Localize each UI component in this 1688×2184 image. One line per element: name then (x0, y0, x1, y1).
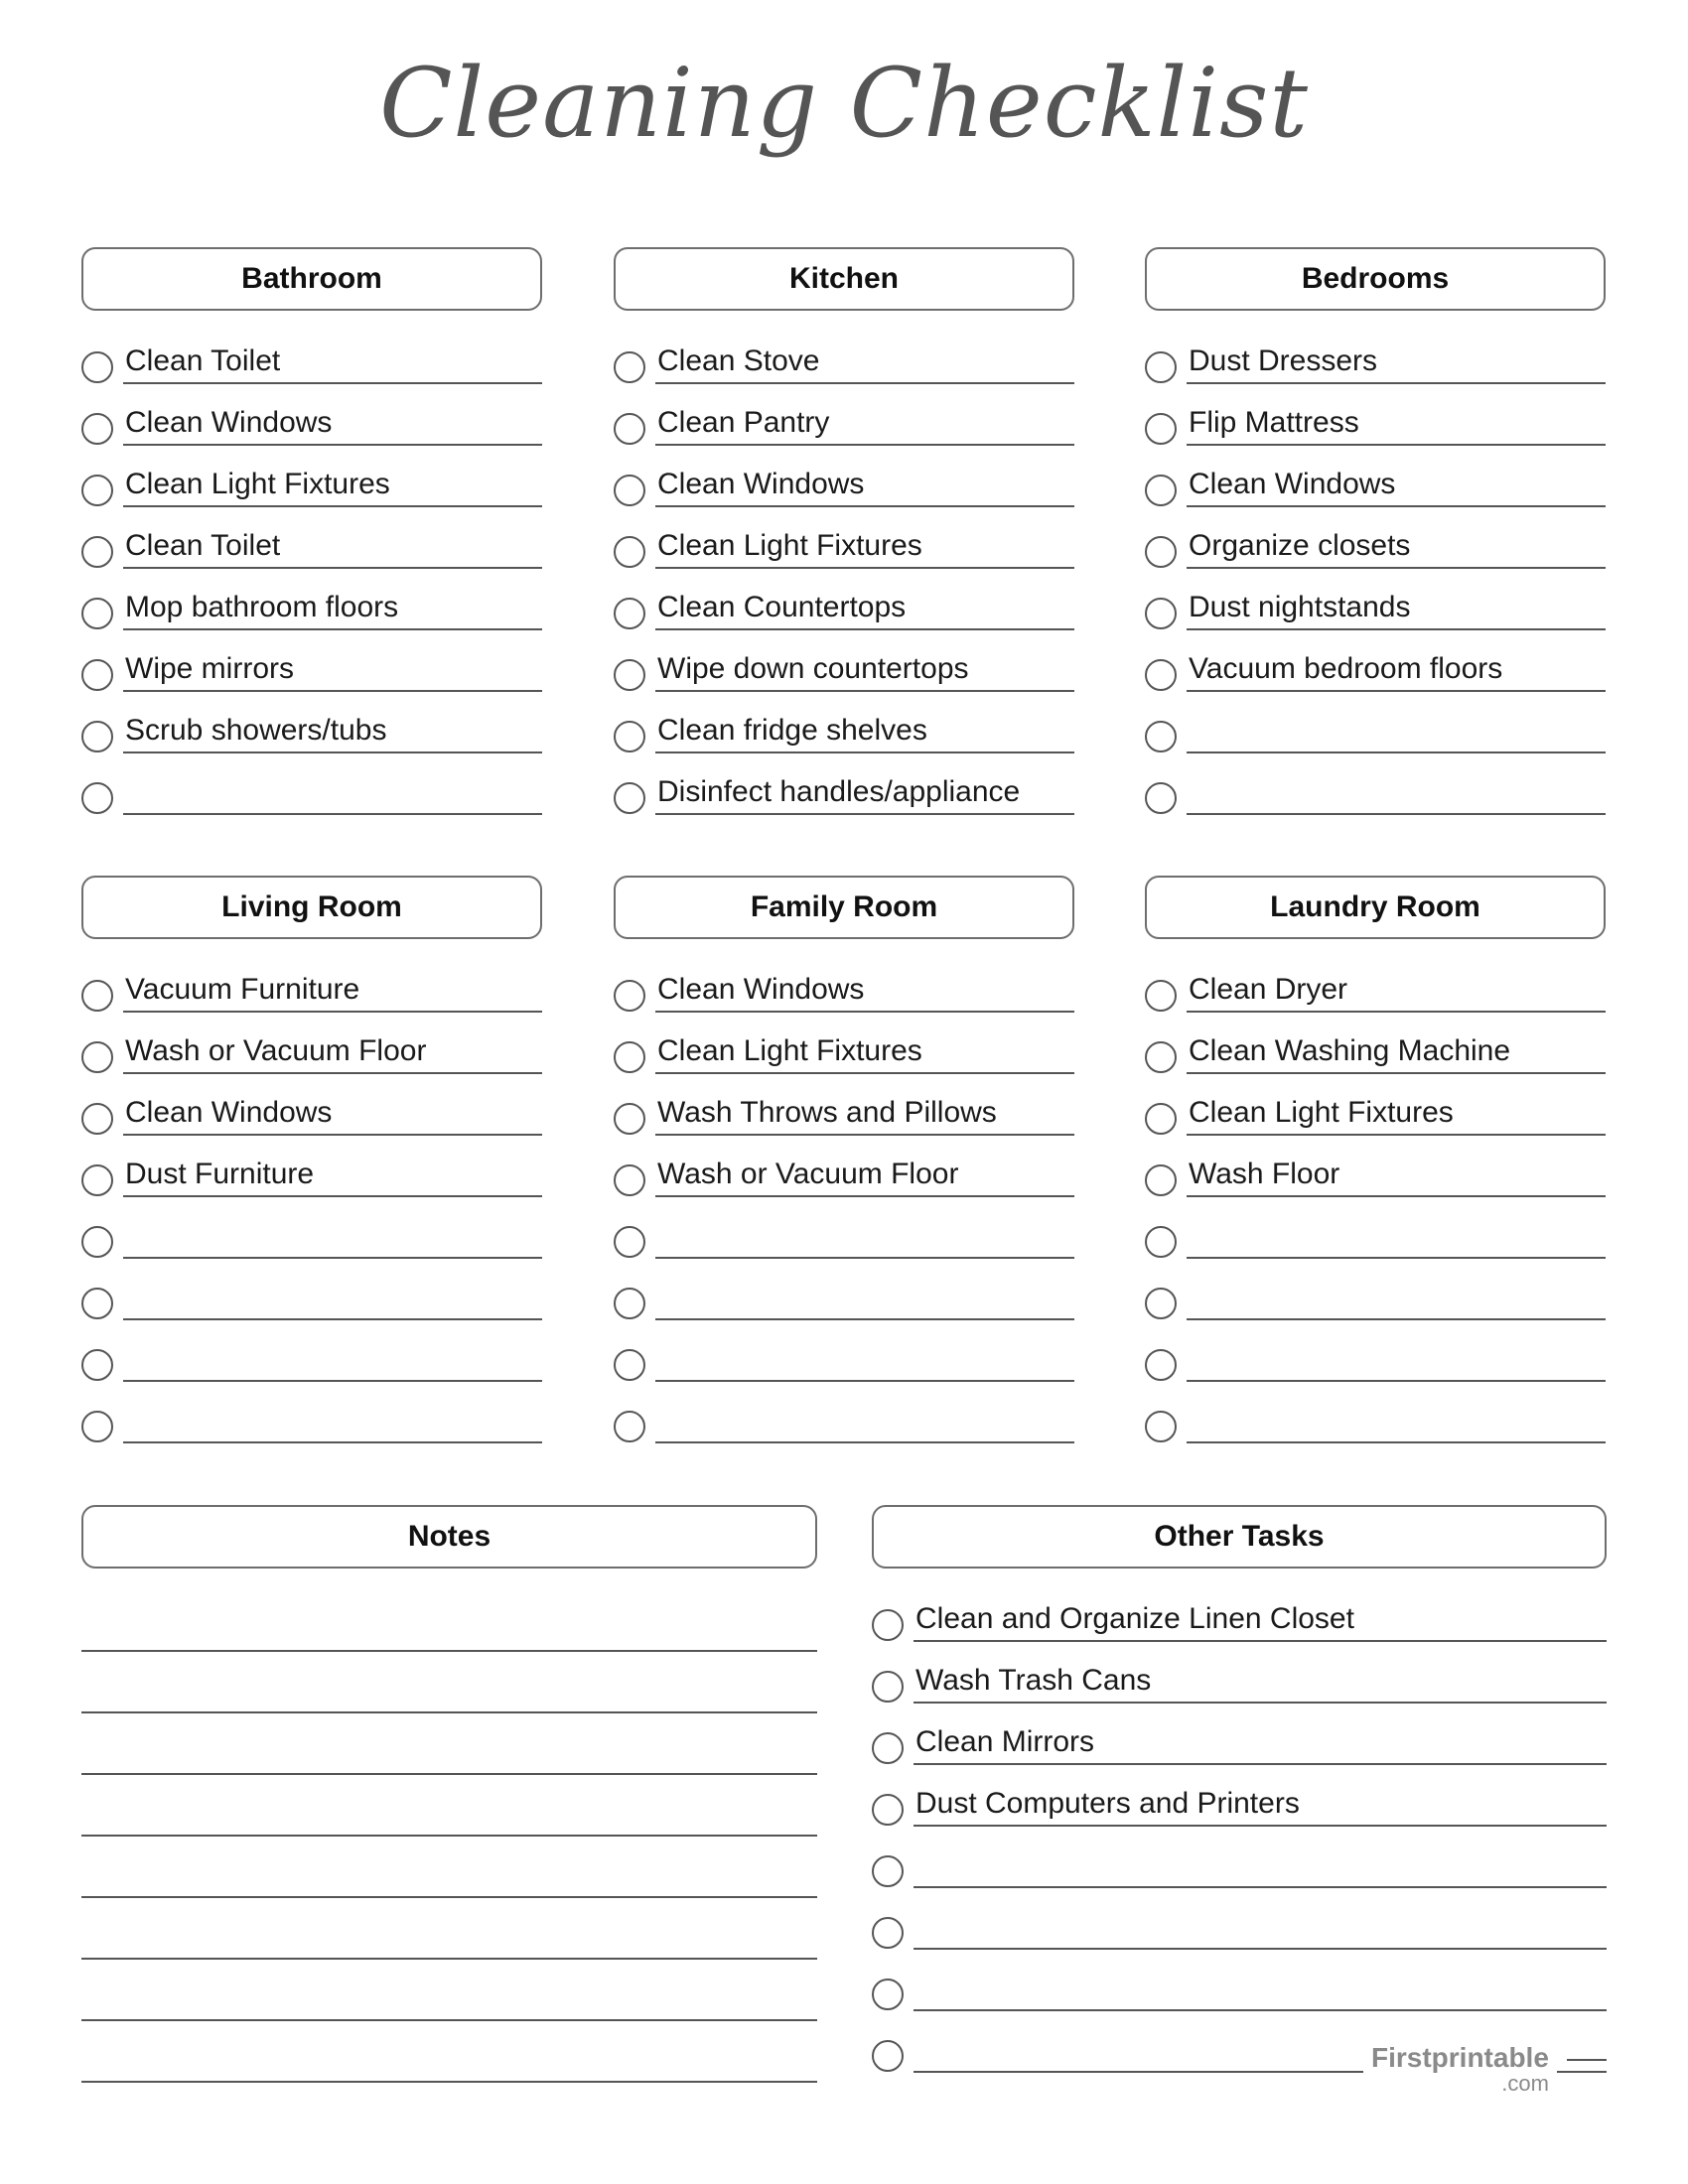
list-item (1145, 333, 1606, 394)
item-label: Wash Floor (1187, 1156, 1606, 1197)
list-item (81, 1269, 542, 1330)
item-label[interactable] (914, 1846, 1607, 1888)
list-item (81, 517, 542, 579)
list-item (1145, 1392, 1606, 1453)
item-label[interactable] (914, 1908, 1607, 1950)
checkbox[interactable] (81, 1411, 113, 1442)
checkbox[interactable] (81, 1288, 113, 1319)
list-item (872, 1837, 1607, 1898)
list-item (614, 640, 1074, 702)
notes-line[interactable] (81, 1775, 817, 1837)
list-item (614, 1146, 1074, 1207)
list-item (614, 702, 1074, 763)
item-label: Clean Light Fixtures (1187, 1094, 1606, 1136)
item-label: Wipe down countertops (655, 650, 1074, 692)
checkbox[interactable] (614, 413, 645, 445)
list-item (1145, 394, 1606, 456)
list-item (81, 640, 542, 702)
item-label: Wash Throws and Pillows (655, 1094, 1074, 1136)
section-header: Bathroom (81, 247, 542, 311)
list-item (1145, 579, 1606, 640)
list-item (872, 1775, 1607, 1837)
item-label[interactable] (1187, 773, 1606, 815)
checkbox[interactable] (1145, 980, 1177, 1012)
item-label: Clean Pantry (655, 404, 1074, 446)
item-label: Clean Toilet (123, 342, 542, 384)
list-item (614, 763, 1074, 825)
item-label[interactable] (123, 1217, 542, 1259)
item-label[interactable] (1187, 1402, 1606, 1443)
checkbox[interactable] (81, 1349, 113, 1381)
item-label[interactable] (914, 1970, 1607, 2011)
list-item (1145, 1330, 1606, 1392)
checkbox[interactable] (81, 782, 113, 814)
section-header: Other Tasks (872, 1505, 1607, 1569)
checkbox[interactable] (1145, 598, 1177, 629)
checkbox[interactable] (872, 1855, 904, 1887)
section-header: Laundry Room (1145, 876, 1606, 939)
checkbox[interactable] (614, 1103, 645, 1135)
section-header: Living Room (81, 876, 542, 939)
section-family-room (614, 876, 1074, 1453)
item-label: Clean Stove (655, 342, 1074, 384)
item-label: Flip Mattress (1187, 404, 1606, 446)
item-label: Mop bathroom floors (123, 589, 542, 630)
item-label[interactable] (123, 773, 542, 815)
list-item (614, 1084, 1074, 1146)
list-item (81, 763, 542, 825)
section-header: Family Room (614, 876, 1074, 939)
checkbox[interactable] (614, 1164, 645, 1196)
list-item (1145, 640, 1606, 702)
list-item (1145, 456, 1606, 517)
section-other-tasks (872, 1505, 1607, 2083)
item-label[interactable] (123, 1402, 542, 1443)
item-label[interactable] (655, 1217, 1074, 1259)
checkbox[interactable] (872, 1609, 904, 1641)
item-label: Clean and Organize Linen Closet (914, 1600, 1607, 1642)
section-laundry-room (1145, 876, 1606, 1453)
item-label: Clean Windows (655, 971, 1074, 1013)
list-item (1145, 702, 1606, 763)
item-label[interactable] (1187, 1279, 1606, 1320)
brand-name: Firstprintable (1371, 2042, 1549, 2073)
list-item (614, 394, 1074, 456)
list-item (872, 1898, 1607, 1960)
list-item (1145, 1023, 1606, 1084)
item-label: Vacuum bedroom floors (1187, 650, 1606, 692)
checkbox[interactable] (614, 1411, 645, 1442)
checkbox[interactable] (614, 659, 645, 691)
list-item (81, 333, 542, 394)
checkbox[interactable] (1145, 721, 1177, 752)
checkbox[interactable] (81, 536, 113, 568)
notes-line[interactable] (81, 1960, 817, 2021)
list-item (614, 961, 1074, 1023)
list-item (614, 333, 1074, 394)
item-label[interactable] (655, 1402, 1074, 1443)
checkbox[interactable] (614, 980, 645, 1012)
list-item (81, 1146, 542, 1207)
list-item (81, 1330, 542, 1392)
list-item (81, 702, 542, 763)
checkbox[interactable] (1145, 1103, 1177, 1135)
section-bedrooms (1145, 247, 1606, 825)
checkbox[interactable] (614, 782, 645, 814)
checkbox[interactable] (1145, 1164, 1177, 1196)
checkbox[interactable] (81, 1103, 113, 1135)
checkbox[interactable] (872, 1979, 904, 2010)
list-item (81, 579, 542, 640)
item-label: Wash or Vacuum Floor (123, 1032, 542, 1074)
list-item (872, 1652, 1607, 1713)
brand-logo (1363, 2043, 1557, 2095)
section-bathroom (81, 247, 542, 825)
checkbox[interactable] (81, 1226, 113, 1258)
notes-line[interactable] (81, 1837, 817, 1898)
checkbox[interactable] (614, 475, 645, 506)
list-item (81, 1392, 542, 1453)
checkbox[interactable] (614, 536, 645, 568)
list-item (872, 1960, 1607, 2021)
list-item (614, 517, 1074, 579)
checkbox[interactable] (1145, 1226, 1177, 1258)
checkbox[interactable] (81, 351, 113, 383)
checkbox[interactable] (614, 1226, 645, 1258)
brand-divider (1567, 2059, 1607, 2061)
list-item (614, 1269, 1074, 1330)
checkbox[interactable] (614, 1041, 645, 1073)
list-item (1145, 1146, 1606, 1207)
checkbox[interactable] (81, 1041, 113, 1073)
list-item (81, 1207, 542, 1269)
checkbox[interactable] (614, 598, 645, 629)
checkbox[interactable] (81, 413, 113, 445)
checkbox[interactable] (81, 659, 113, 691)
checkbox[interactable] (614, 721, 645, 752)
item-label: Clean Light Fixtures (123, 466, 542, 507)
section-kitchen (614, 247, 1074, 825)
item-label: Vacuum Furniture (123, 971, 542, 1013)
list-item (614, 1392, 1074, 1453)
checkbox[interactable] (872, 1794, 904, 1826)
item-label[interactable] (1187, 712, 1606, 753)
list-item (614, 1330, 1074, 1392)
item-label: Dust Computers and Printers (914, 1785, 1607, 1827)
item-label: Wipe mirrors (123, 650, 542, 692)
item-label: Clean Light Fixtures (655, 527, 1074, 569)
list-item (81, 1084, 542, 1146)
checkbox[interactable] (872, 1671, 904, 1703)
section-living-room (81, 876, 542, 1453)
section-header: Kitchen (614, 247, 1074, 311)
item-label[interactable] (655, 1279, 1074, 1320)
section-header: Bedrooms (1145, 247, 1606, 311)
section-header: Notes (81, 1505, 817, 1569)
list-item (1145, 961, 1606, 1023)
checkbox[interactable] (872, 1732, 904, 1764)
checkbox[interactable] (1145, 782, 1177, 814)
list-item (614, 1023, 1074, 1084)
notes-line[interactable] (81, 2021, 817, 2083)
item-label: Clean Windows (123, 404, 542, 446)
checkbox[interactable] (81, 980, 113, 1012)
item-label: Clean Countertops (655, 589, 1074, 630)
checkbox[interactable] (81, 598, 113, 629)
item-label: Wash or Vacuum Floor (655, 1156, 1074, 1197)
notes-line[interactable] (81, 1898, 817, 1960)
item-label: Clean Washing Machine (1187, 1032, 1606, 1074)
item-label: Clean Dryer (1187, 971, 1606, 1013)
item-label[interactable] (655, 1340, 1074, 1382)
checkbox[interactable] (1145, 413, 1177, 445)
item-label: Clean Windows (123, 1094, 542, 1136)
brand-tld: .com (1501, 2071, 1549, 2096)
item-label: Wash Trash Cans (914, 1662, 1607, 1704)
checkbox[interactable] (81, 1164, 113, 1196)
item-label[interactable] (123, 1279, 542, 1320)
checkbox[interactable] (1145, 1288, 1177, 1319)
list-item (1145, 517, 1606, 579)
list-item (81, 1023, 542, 1084)
checkbox[interactable] (81, 721, 113, 752)
checkbox[interactable] (1145, 475, 1177, 506)
list-item (81, 961, 542, 1023)
list-item (872, 1713, 1607, 1775)
item-label: Clean Windows (655, 466, 1074, 507)
checkbox[interactable] (614, 1288, 645, 1319)
checkbox[interactable] (614, 351, 645, 383)
notes-line[interactable] (81, 1590, 817, 1652)
item-label: Clean Mirrors (914, 1723, 1607, 1765)
item-label[interactable] (1187, 1340, 1606, 1382)
item-label: Clean Toilet (123, 527, 542, 569)
item-label: Dust nightstands (1187, 589, 1606, 630)
checkbox[interactable] (1145, 1349, 1177, 1381)
checkbox[interactable] (614, 1349, 645, 1381)
checkbox[interactable] (1145, 536, 1177, 568)
item-label: Organize closets (1187, 527, 1606, 569)
list-item (81, 456, 542, 517)
list-item (1145, 1269, 1606, 1330)
checkbox[interactable] (81, 475, 113, 506)
checkbox[interactable] (1145, 659, 1177, 691)
item-label: Clean Light Fixtures (655, 1032, 1074, 1074)
checkbox[interactable] (872, 2040, 904, 2072)
item-label: Clean fridge shelves (655, 712, 1074, 753)
list-item (1145, 1084, 1606, 1146)
checkbox[interactable] (872, 1917, 904, 1949)
list-item (1145, 763, 1606, 825)
list-item (81, 394, 542, 456)
notes-line[interactable] (81, 1713, 817, 1775)
checkbox[interactable] (1145, 1041, 1177, 1073)
list-item (614, 579, 1074, 640)
checkbox[interactable] (1145, 351, 1177, 383)
item-label: Clean Windows (1187, 466, 1606, 507)
section-notes (81, 1505, 817, 2083)
list-item (614, 456, 1074, 517)
page-title: Cleaning Checklist (379, 48, 1309, 159)
item-label[interactable] (123, 1340, 542, 1382)
item-label: Scrub showers/tubs (123, 712, 542, 753)
item-label[interactable] (1187, 1217, 1606, 1259)
item-label: Dust Dressers (1187, 342, 1606, 384)
item-label: Disinfect handles/appliance (655, 773, 1074, 815)
notes-line[interactable] (81, 1652, 817, 1713)
item-label: Dust Furniture (123, 1156, 542, 1197)
list-item (872, 1590, 1607, 1652)
list-item (1145, 1207, 1606, 1269)
list-item (614, 1207, 1074, 1269)
checkbox[interactable] (1145, 1411, 1177, 1442)
